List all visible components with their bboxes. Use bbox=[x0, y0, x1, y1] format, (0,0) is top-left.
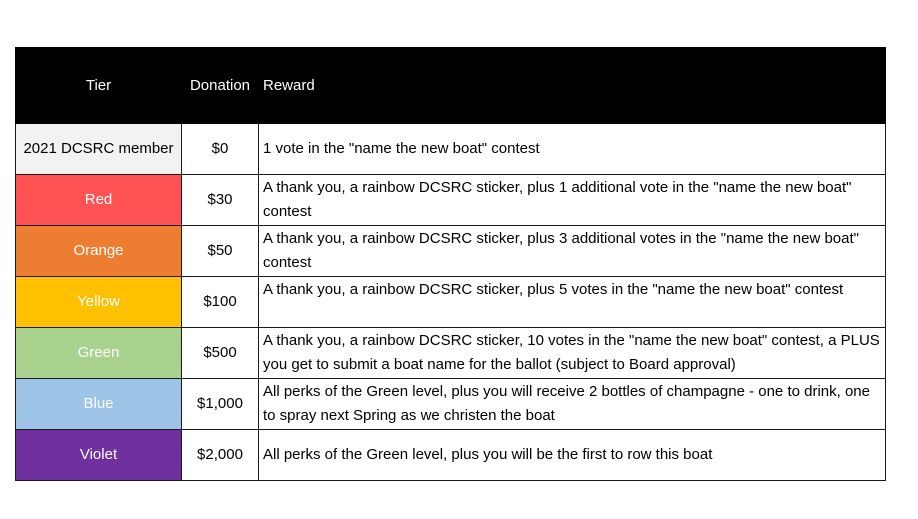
reward-cell: A thank you, a rainbow DCSRC sticker, 10 votes in the "name the new boat" contest, a PLUS you get to submit a boat name for the ballot (subject to Board approval) bbox=[259, 328, 886, 379]
tier-cell: Orange bbox=[16, 226, 182, 277]
reward-cell: A thank you, a rainbow DCSRC sticker, plus 1 additional vote in the "name the new boat" contest bbox=[259, 175, 886, 226]
tier-cell: Red bbox=[16, 175, 182, 226]
donation-cell: $50 bbox=[182, 226, 259, 277]
donation-cell: $2,000 bbox=[182, 430, 259, 481]
table-row bbox=[16, 277, 886, 328]
donation-cell: $1,000 bbox=[182, 379, 259, 430]
donation-tiers-table bbox=[15, 47, 886, 481]
table-row bbox=[16, 328, 886, 379]
reward-cell: All perks of the Green level, plus you will receive 2 bottles of champagne - one to drink, one to spray next Spring as we christen the boat bbox=[259, 379, 886, 430]
table-row bbox=[16, 175, 886, 226]
table-row bbox=[16, 226, 886, 277]
reward-cell: A thank you, a rainbow DCSRC sticker, plus 3 additional votes in the "name the new boat" contest bbox=[259, 226, 886, 277]
header-donation: Donation bbox=[182, 48, 259, 124]
reward-cell: 1 vote in the "name the new boat" contest bbox=[259, 124, 886, 175]
donation-cell: $30 bbox=[182, 175, 259, 226]
tier-cell: 2021 DCSRC member bbox=[16, 124, 182, 175]
donation-cell: $500 bbox=[182, 328, 259, 379]
header-tier: Tier bbox=[16, 48, 182, 124]
table-row bbox=[16, 430, 886, 481]
header-reward: Reward bbox=[259, 48, 886, 124]
header-row bbox=[16, 48, 886, 124]
table-row bbox=[16, 379, 886, 430]
tier-cell: Blue bbox=[16, 379, 182, 430]
table-header bbox=[16, 48, 886, 124]
table-body bbox=[16, 124, 886, 481]
table-row bbox=[16, 124, 886, 175]
donation-cell: $0 bbox=[182, 124, 259, 175]
donation-cell: $100 bbox=[182, 277, 259, 328]
tier-cell: Yellow bbox=[16, 277, 182, 328]
reward-cell: A thank you, a rainbow DCSRC sticker, plus 5 votes in the "name the new boat" contest bbox=[259, 277, 886, 328]
tier-cell: Green bbox=[16, 328, 182, 379]
tier-cell: Violet bbox=[16, 430, 182, 481]
reward-cell: All perks of the Green level, plus you will be the first to row this boat bbox=[259, 430, 886, 481]
